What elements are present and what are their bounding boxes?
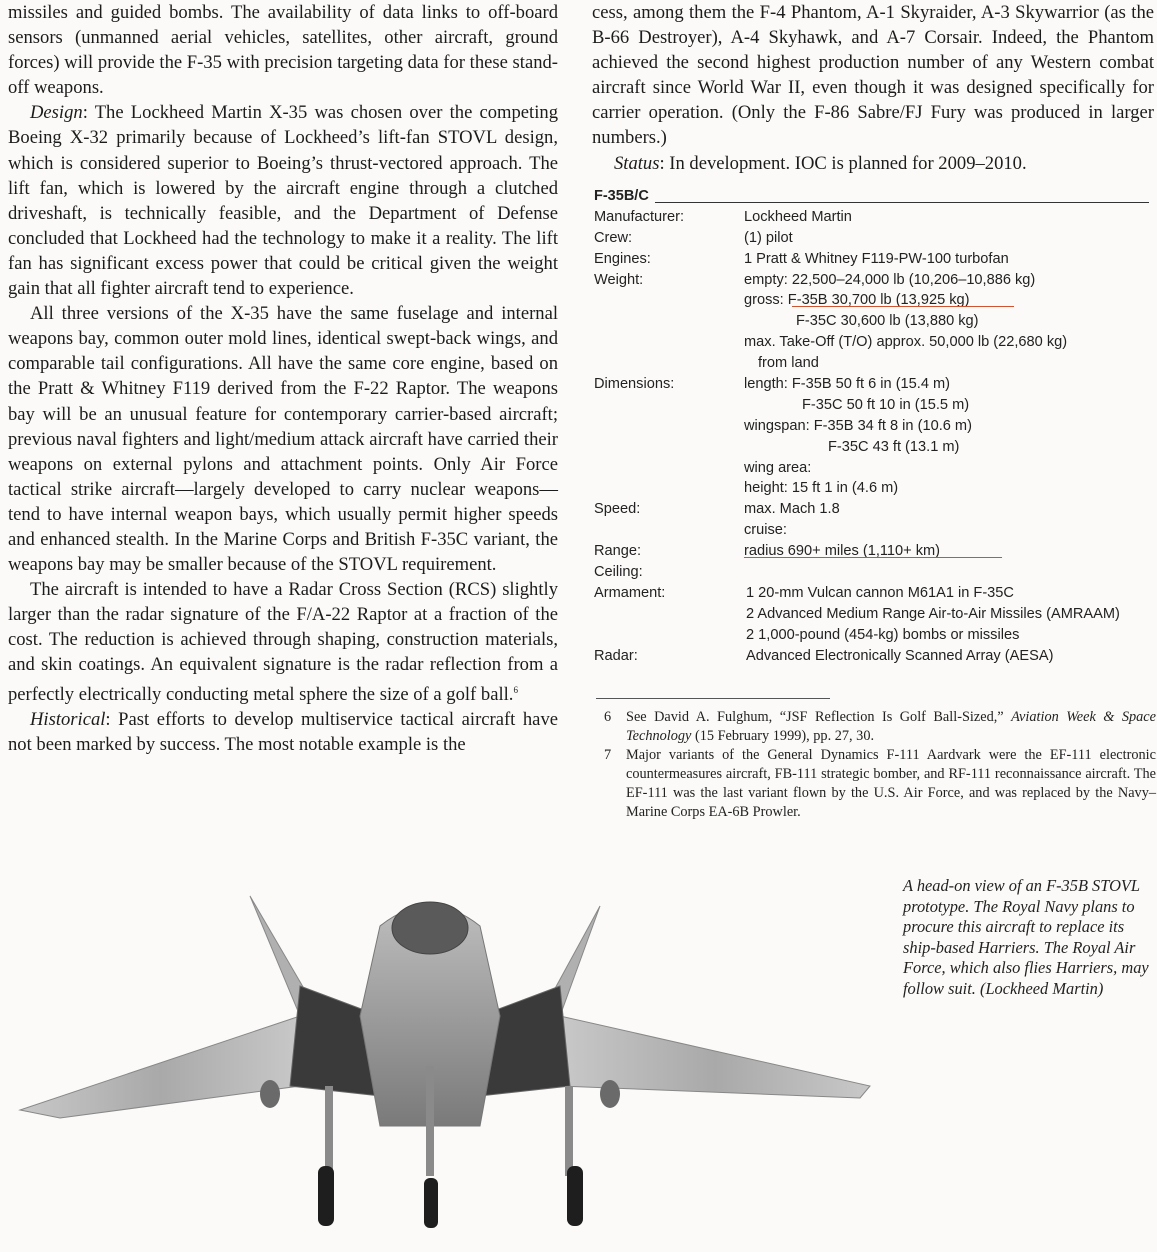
spec-label: Radar: (594, 647, 638, 664)
footnote-journal: Aviation Week & Space Technology (626, 709, 1156, 744)
design-text: : The Lockheed Martin X-35 was chosen over the competing Boeing X-32 primarily because of Lockheed’s lift-fan STOVL design, which is considered superior to Boeing’s thrust-vectored approach. The lift fan, which is lowered by the aircraft engine through a clutched driveshaft, is technically feasible, and the Department of Defense concluded that Lockheed had the technology to make it a reality. The lift fan has significant excess power that could be critical given the weight gain that all fighter aircraft tend to experience. (8, 102, 558, 300)
left-wing (20, 1016, 300, 1118)
footnote-post: (15 February 1999), pp. 27, 30. (691, 728, 875, 744)
spec-value: wing area: (744, 459, 812, 476)
left-column (8, 0, 558, 757)
spec-label: Dimensions: (594, 376, 675, 393)
left-pod (260, 1080, 280, 1108)
spec-row (594, 478, 1149, 499)
spec-row (594, 311, 1149, 332)
annotation-underline-gross (792, 306, 1014, 307)
spec-value: Lockheed Martin (744, 208, 852, 225)
spec-value: 1 Pratt & Whitney F119-PW-100 turbofan (744, 250, 1009, 267)
left-paragraph-1: missiles and guided bombs. The availability of data links to off-board sensors (unmanned aerial vehicles, satellites, other aircraft, ground forces) will provide the F-35 with precision targeting data for these stand-off weapons. (8, 2, 558, 99)
spec-row (594, 228, 1149, 249)
right-column (592, 0, 1154, 176)
spec-row (594, 374, 1149, 395)
spec-row (594, 520, 1149, 541)
caption-text: A head-on view of an F-35B STOVL prototype. The Royal Navy plans to procure this aircraft to replace its ship-based Harriers. The Royal Air Force, which also flies Harriers, may follow suit. (903, 876, 1149, 998)
spec-value: (1) pilot (744, 229, 793, 246)
spec-row (594, 604, 1149, 625)
spec-value: max. Mach 1.8 (744, 501, 840, 518)
spec-value: length: F-35B 50 ft 6 in (15.4 m) (744, 376, 951, 393)
design-label: Design (30, 102, 83, 124)
spec-label: Crew: (594, 229, 633, 246)
spec-label: Manufacturer: (594, 208, 685, 225)
spec-table (594, 186, 1149, 667)
spec-label: Weight: (594, 271, 644, 288)
spec-label: Engines: (594, 250, 651, 267)
spec-row (594, 437, 1149, 458)
spec-row (594, 499, 1149, 520)
spec-row (594, 625, 1149, 646)
footnote-text: Major variants of the General Dynamics F-111 Aardvark were the EF-111 electronic countermeasures aircraft, FB-111 strategic bomber, and RF-111 reconnaissance aircraft. The EF-111 was the last variant flown by the U.S. Air Force, and was replaced by the Navy–Marine Corps EA-6B Prowler. (626, 747, 1156, 820)
footnote-ref-6: 6 (513, 684, 518, 695)
right-pod (600, 1080, 620, 1108)
spec-row (594, 646, 1149, 667)
spec-label: Ceiling: (594, 564, 643, 581)
spec-value: F-35C 30,600 lb (13,880 kg) (796, 313, 979, 330)
spec-value: height: 15 ft 1 in (4.6 m) (744, 480, 899, 497)
spec-title: F-35B/C (594, 188, 649, 204)
spec-value: max. Take-Off (T/O) approx. 50,000 lb (22,680 kg) (744, 334, 1068, 351)
spec-row (594, 207, 1149, 228)
photo-caption (903, 876, 1153, 1000)
spec-value: 2 Advanced Medium Range Air-to-Air Missiles (AMRAAM) (746, 605, 1120, 622)
right-paragraph-2 (592, 151, 1154, 176)
spec-row (594, 249, 1149, 270)
status-label: Status (614, 152, 660, 174)
caption-credit: (Lockheed Martin) (979, 978, 1104, 998)
spec-value: Advanced Electronically Scanned Array (AESA) (746, 647, 1054, 664)
historical-label: Historical (30, 708, 106, 730)
footnote-number: 7 (604, 747, 612, 763)
spec-value: gross: F-35B 30,700 lb (13,925 kg) (744, 292, 970, 309)
spec-value: 1 20-mm Vulcan cannon M61A1 in F-35C (746, 584, 1014, 601)
spec-value: F-35C 50 ft 10 in (15.5 m) (802, 396, 970, 413)
spec-header (594, 186, 1149, 207)
spec-header-rule (655, 202, 1149, 203)
rcs-text: The aircraft is intended to have a Radar Cross Section (RCS) slightly larger than the radar signature of the F/A-22 Raptor at a fraction of the cost. The reduction is achieved through shaping, construction materials, and skin coatings. An equivalent signature is the radar reflection from a perfectly electrically conducting metal sphere the size of a golf ball. (8, 579, 558, 705)
footnote-rule (596, 698, 830, 699)
spec-row (594, 541, 1149, 562)
annotation-underline-range (744, 557, 1002, 558)
spec-row (594, 353, 1149, 374)
spec-value: cruise: (744, 522, 787, 539)
spec-row (594, 562, 1149, 583)
footnote-text (626, 708, 1156, 746)
right-wheel (567, 1166, 583, 1226)
left-paragraph-3: All three versions of the X-35 have the same fuselage and internal weapons bay, common outer mold lines, identical swept-back wings, and comparable tail configurations. All have the same core engine, based on the Pratt & Whitney F119 derived from the F-22 Raptor. The weapons bay will be an unusual feature for contemporary carrier-based aircraft; previous naval fighters and light/medium attack aircraft have carried their weapons on external pylons and attachment points. Only Air Force tactical strike aircraft—largely developed to carry nuclear weapons—tend to have internal weapon bays, which usually permit higher speeds and enhanced stealth. In the Marine Corps and British F-35C variant, the weapons bay may be smaller because of the STOVL requirement. (8, 303, 558, 576)
spec-row (594, 583, 1149, 604)
left-gear-strut (325, 1086, 333, 1176)
right-paragraph-1: cess, among them the F-4 Phantom, A-1 Skyraider, A-3 Skywarrior (as the B-66 Destroyer), A-4 Skyhawk, and A-7 Corsair. Indeed, the Phantom achieved the second highest production number of any Western combat aircraft since World War II, even though it was designed specifically for carrier operation. (Only the F-86 Sabre/FJ Fury was produced in larger numbers.) (592, 2, 1154, 149)
spec-value: 2 1,000-pound (454-kg) bombs or missiles (746, 626, 1020, 643)
left-paragraph-4 (8, 577, 558, 707)
footnote-6 (600, 708, 1156, 746)
spec-rows (594, 207, 1149, 667)
spec-value: radius 690+ miles (1,110+ km) (744, 543, 941, 560)
spec-label: Speed: (594, 501, 641, 518)
spec-row (594, 270, 1149, 291)
footnote-number: 6 (604, 709, 612, 725)
footnote-7 (600, 746, 1156, 822)
aircraft-photo (0, 866, 880, 1252)
left-paragraph-5 (8, 707, 558, 757)
left-paragraph-2 (8, 100, 558, 301)
footnotes (600, 708, 1156, 822)
spec-row (594, 290, 1149, 311)
nose-wheel (424, 1178, 438, 1228)
spec-row (594, 395, 1149, 416)
spec-row (594, 458, 1149, 479)
canopy (392, 902, 468, 954)
right-gear-strut (565, 1086, 573, 1176)
spec-label: Range: (594, 543, 642, 560)
footnote-pre: See David A. Fulghum, “JSF Reflection Is Golf Ball-Sized,” (626, 709, 1012, 725)
left-wheel (318, 1166, 334, 1226)
historical-text: : Past efforts to develop multiservice tactical aircraft have not been marked by success. The most notable example is the (8, 708, 558, 755)
spec-value: from land (758, 355, 819, 372)
spec-label: Armament: (594, 584, 666, 601)
spec-row (594, 416, 1149, 437)
spec-row (594, 332, 1149, 353)
spec-value: wingspan: F-35B 34 ft 8 in (10.6 m) (744, 417, 972, 434)
nose-gear-strut (426, 1066, 434, 1176)
status-text: : In development. IOC is planned for 2009–2010. (659, 152, 1027, 174)
spec-value: empty: 22,500–24,000 lb (10,206–10,886 kg) (744, 271, 1036, 288)
spec-value: F-35C 43 ft (13.1 m) (828, 438, 960, 455)
